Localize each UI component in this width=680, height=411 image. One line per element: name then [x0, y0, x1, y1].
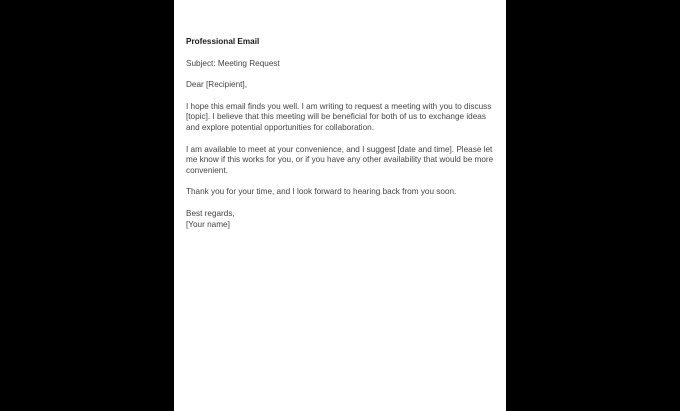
document-page	[174, 0, 506, 411]
email-closing: Best regards,	[186, 208, 235, 218]
email-subject: Subject: Meeting Request	[186, 58, 280, 68]
email-paragraph-availability: I am available to meet at your convenience, and I suggest [date and time]. Please let me know if this works for you, or if you have any other availability that would be more convenient.	[186, 144, 494, 175]
document-title: Professional Email	[186, 37, 260, 46]
email-paragraph-thanks: Thank you for your time, and I look forward to hearing back from you soon.	[186, 187, 457, 197]
email-greeting: Dear [Recipient],	[186, 80, 247, 90]
email-paragraph-intro: I hope this email finds you well. I am writing to request a meeting with you to discuss [topic]. I believe that this meeting will be beneficial for both of us to exchange ideas and explore potential opportunities for collaboration.	[186, 101, 492, 132]
email-signature: [Your name]	[186, 219, 230, 229]
email-content	[186, 37, 496, 230]
